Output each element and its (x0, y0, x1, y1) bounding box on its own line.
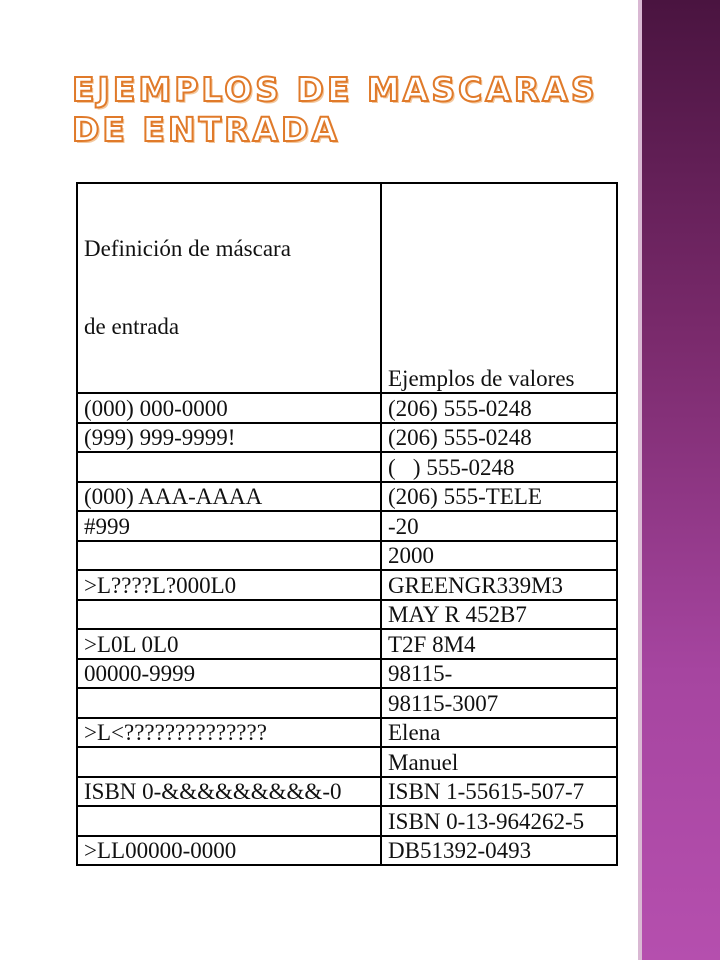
table-row (77, 659, 617, 689)
table-row (77, 718, 617, 748)
example-cell: ( ) 555-0248 (381, 452, 617, 482)
example-cell: (206) 555-0248 (381, 393, 617, 423)
example-cell: (206) 555-0248 (381, 423, 617, 453)
table-row (77, 570, 617, 600)
example-cell: 98115-3007 (381, 688, 617, 718)
decorative-sidebar (642, 0, 720, 960)
mask-cell (77, 806, 381, 836)
table-row (77, 482, 617, 512)
example-cell: GREENGR339M3 (381, 570, 617, 600)
table-row (77, 423, 617, 453)
mask-cell (77, 747, 381, 777)
mask-cell: >L<?????????????? (77, 718, 381, 748)
mask-cell: (000) AAA-AAAA (77, 482, 381, 512)
table-row (77, 629, 617, 659)
header-mask-definition (77, 183, 381, 393)
example-cell: ISBN 0-13-964262-5 (381, 806, 617, 836)
mask-cell: (999) 999-9999! (77, 423, 381, 453)
input-mask-table (76, 182, 618, 866)
table-header-row (77, 183, 617, 393)
table-row (77, 836, 617, 866)
header-mask-line-2: de entrada (84, 314, 180, 339)
table-row (77, 747, 617, 777)
example-cell: 2000 (381, 541, 617, 571)
table-row (77, 511, 617, 541)
table-row (77, 777, 617, 807)
mask-cell (77, 688, 381, 718)
example-cell: -20 (381, 511, 617, 541)
example-cell: (206) 555-TELE (381, 482, 617, 512)
example-cell: DB51392-0493 (381, 836, 617, 866)
mask-cell: (000) 000-0000 (77, 393, 381, 423)
slide-title: EJEMPLOS DE MASCARAS DE ENTRADA (72, 70, 598, 149)
table-row (77, 452, 617, 482)
mask-cell: >L0L 0L0 (77, 629, 381, 659)
table-row (77, 806, 617, 836)
mask-cell: ISBN 0-&&&&&&&&&-0 (77, 777, 381, 807)
mask-cell: >L????L?000L0 (77, 570, 381, 600)
example-cell: T2F 8M4 (381, 629, 617, 659)
header-mask-line-1: Definición de máscara (84, 236, 291, 261)
header-example-values: Ejemplos de valores (381, 183, 617, 393)
table-row (77, 600, 617, 630)
mask-cell: >LL00000-0000 (77, 836, 381, 866)
mask-cell (77, 600, 381, 630)
example-cell: Elena (381, 718, 617, 748)
table-row (77, 541, 617, 571)
mask-cell (77, 541, 381, 571)
example-cell: 98115- (381, 659, 617, 689)
table-row (77, 688, 617, 718)
example-cell: Manuel (381, 747, 617, 777)
example-cell: MAY R 452B7 (381, 600, 617, 630)
mask-cell: #999 (77, 511, 381, 541)
mask-cell (77, 452, 381, 482)
table-row (77, 393, 617, 423)
mask-cell: 00000-9999 (77, 659, 381, 689)
example-cell: ISBN 1-55615-507-7 (381, 777, 617, 807)
